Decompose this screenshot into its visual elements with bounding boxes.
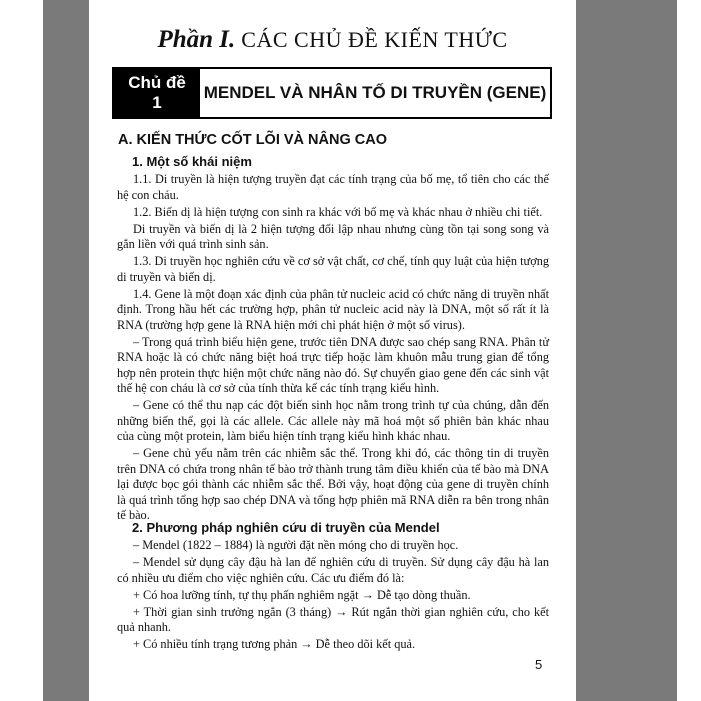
paragraph: + Thời gian sinh trưởng ngắn (3 tháng) → Rút ngắn thời gian nghiên cứu, cho kết quả nhanh. [117, 604, 549, 634]
part-title [89, 26, 576, 54]
topic-number: 1 [152, 93, 162, 112]
book-page [89, 0, 576, 701]
part-title-text: CÁC CHỦ ĐỀ KIẾN THỨC [241, 27, 508, 52]
subsection-1-heading: 1. Một số khái niệm [132, 154, 252, 169]
paragraph: 1.3. Di truyền học nghiên cứu về cơ sở vật chất, cơ chế, tính quy luật của hiện tượng di truyền và biến dị. [117, 254, 549, 284]
page-number: 5 [535, 657, 543, 672]
subsection-2-body [117, 538, 549, 654]
paragraph: – Gene chủ yếu nằm trên các nhiễm sắc thể. Trong khi đó, các thông tin di truyền trên DNA có chứa trong nhân tế bào trở thành trung tâm điều khiển của tế bào mà DNA lại được bọc gói thành các nhiễm sắc thể. Bởi vậy, hoạt động của gene di truyền chính là quá trình tổng hợp sao chép DNA và tổng hợp phiên mã RNA diễn ra bên trong nhân tế bào. [117, 446, 549, 522]
paragraph: – Trong quá trình biểu hiện gene, trước tiên DNA được sao chép sang RNA. Phân tử RNA hoặc là có chức năng biệt hoá trực tiếp hoặc làm khuôn mẫu trung gian để tổng hợp nên protein thực hiện một chức năng nào đó. Sự chuyển giao gene đến các sinh vật thế hệ con cháu là cơ sở của tính thừa kế các tính trạng kiểu hình. [117, 334, 549, 395]
paragraph: 1.1. Di truyền là hiện tượng truyền đạt các tính trạng của bố mẹ, tổ tiên cho các thế hệ con cháu. [117, 172, 549, 202]
paragraph: 1.4. Gene là một đoạn xác định của phân tử nucleic acid có chức năng di truyền nhất định. Trong hầu hết các trường hợp, phân tử nucleic acid này là DNA, một số rất ít là RNA (trường hợp gene là RNA hiện mới chỉ phát hiện ở một số virus). [117, 286, 549, 332]
subsection-2-heading: 2. Phương pháp nghiên cứu di truyền của Mendel [132, 520, 440, 535]
paragraph: + Có nhiều tính trạng tương phản → Dễ theo dõi kết quả. [133, 637, 416, 651]
topic-label-word: Chủ đề [128, 73, 186, 92]
paragraph: – Gene có thể thu nạp các đột biến sinh học nằm trong trình tự của chúng, dẫn đến những biến thể, gọi là các allele. Các allele này mã hoá một số phiên bản khác nhau của cùng một protein, làm biểu hiện tính trạng kiểu hình khác nhau. [117, 398, 549, 443]
topic-banner [112, 67, 552, 119]
section-heading: A. KIẾN THỨC CỐT LÕI VÀ NÂNG CAO [118, 132, 388, 148]
subsection-1-body [117, 172, 549, 525]
topic-label [114, 69, 200, 117]
paragraph: Di truyền và biến dị là 2 hiện tượng đối lập nhau nhưng cùng tồn tại song song và gắn liền với quá trình sinh sản. [117, 221, 549, 251]
paragraph: 1.2. Biến dị là hiện tượng con sinh ra khác với bố mẹ và khác nhau ở nhiều chi tiết. [133, 204, 543, 219]
topic-title: MENDEL VÀ NHÂN TỐ DI TRUYỀN (GENE) [203, 83, 547, 102]
paragraph: – Mendel (1822 – 1884) là người đặt nền móng cho di truyền học. [133, 538, 459, 552]
paragraph: + Có hoa lưỡng tính, tự thụ phấn nghiêm ngặt → Dễ tạo dòng thuần. [133, 587, 471, 602]
paragraph: – Mendel sử dụng cây đậu hà lan để nghiên cứu di truyền. Sử dụng cây đậu hà lan có nhiều ưu điểm cho việc nghiên cứu. Các ưu điểm đó là: [117, 555, 549, 585]
part-prefix: Phần I. [157, 26, 236, 53]
